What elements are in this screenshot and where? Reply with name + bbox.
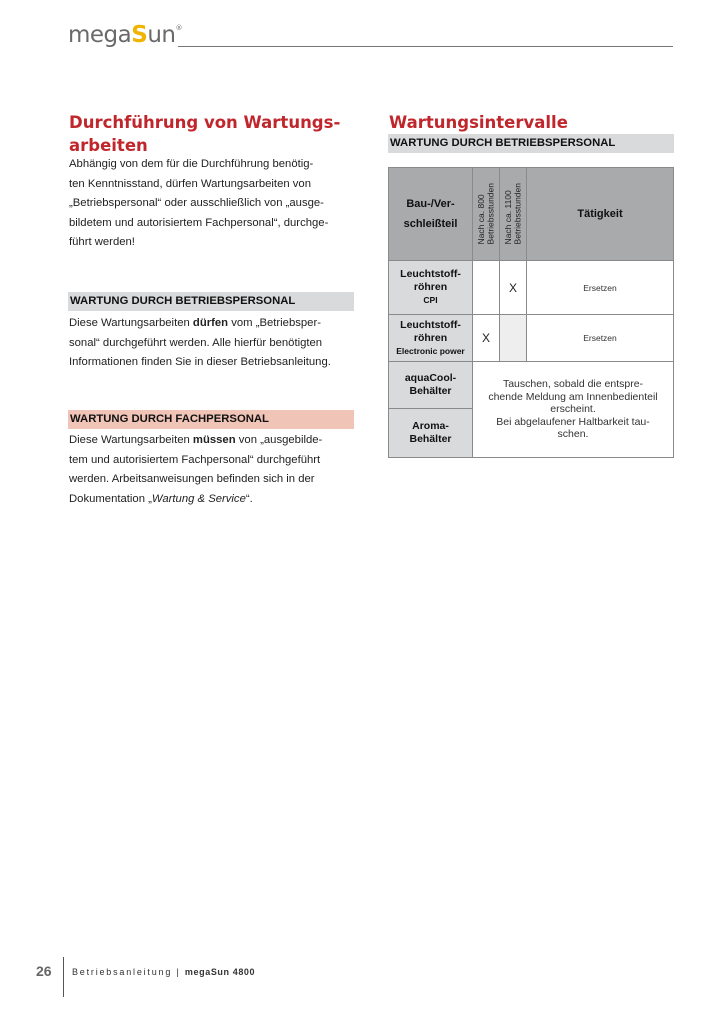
part-cell: Aroma- Behälter xyxy=(389,409,473,458)
activity-cell: Ersetzen xyxy=(527,261,674,315)
bar-betriebspersonal: WARTUNG DURCH BETRIEBSPERSONAL xyxy=(68,292,354,311)
header-rule xyxy=(178,46,673,47)
header-activity: Tätigkeit xyxy=(527,168,674,261)
section-title-left: Durchführung von Wartungs- arbeiten xyxy=(69,113,341,155)
cell-800h: X xyxy=(473,315,500,362)
part-cell: Leuchtstoff- röhren CPI xyxy=(389,261,473,315)
table-row xyxy=(389,362,674,409)
cell-1100h: X xyxy=(500,261,527,315)
table-row xyxy=(389,315,674,362)
part-cell: Leuchtstoff- röhren Electronic power xyxy=(389,315,473,362)
table-header-row xyxy=(389,168,674,261)
cell-800h xyxy=(473,261,500,315)
paragraph-betriebspersonal: Diese Wartungsarbeiten dürfen vom „Betriebsper- sonal“ durchgeführt werden. Alle hierfür benötigten Informationen finden Sie in dieser Betriebsanleitung. xyxy=(69,317,331,368)
cell-1100h xyxy=(500,315,527,362)
footer-rule xyxy=(63,957,64,997)
page-number: 26 xyxy=(36,963,52,979)
paragraph-fachpersonal: Diese Wartungsarbeiten müssen von „ausgebilde- tem und autorisiertem Fachpersonal“ durchgeführt werden. Arbeitsanweisungen befinden sich in der Dokumentation „Wartung & Service“. xyxy=(69,434,323,505)
section-title-right: Wartungsintervalle xyxy=(389,113,568,132)
part-cell: aquaCool- Behälter xyxy=(389,362,473,409)
bar-fachpersonal: WARTUNG DURCH FACHPERSONAL xyxy=(68,410,354,429)
header-part: Bau-/Ver- schleißteil xyxy=(389,168,473,261)
activity-cell: Ersetzen xyxy=(527,315,674,362)
intro-paragraph: Abhängig von dem für die Durchführung benötig- ten Kenntnisstand, dürfen Wartungsarbeiten von „Betriebspersonal“ oder ausschließlich von „ausge- bildetem und autorisiertem Fachpersonal“, durchge- führt werden! xyxy=(69,158,329,248)
bar-wartungsintervalle: WARTUNG DURCH BETRIEBSPERSONAL xyxy=(388,134,674,153)
merged-activity-cell: Tauschen, sobald die entspre- chende Meldung am Innenbedienteil erscheint. Bei abgelaufener Haltbarkeit tau- schen. xyxy=(473,362,674,458)
brand-logo: megaSun® xyxy=(68,22,182,48)
footer-text: Betriebsanleitung | megaSun 4800 xyxy=(72,967,256,977)
maintenance-table xyxy=(388,167,674,458)
header-1100h: Nach ca. 1100 Betriebsstunden xyxy=(500,168,527,261)
header-800h: Nach ca. 800 Betriebsstunden xyxy=(473,168,500,261)
table-row xyxy=(389,261,674,315)
